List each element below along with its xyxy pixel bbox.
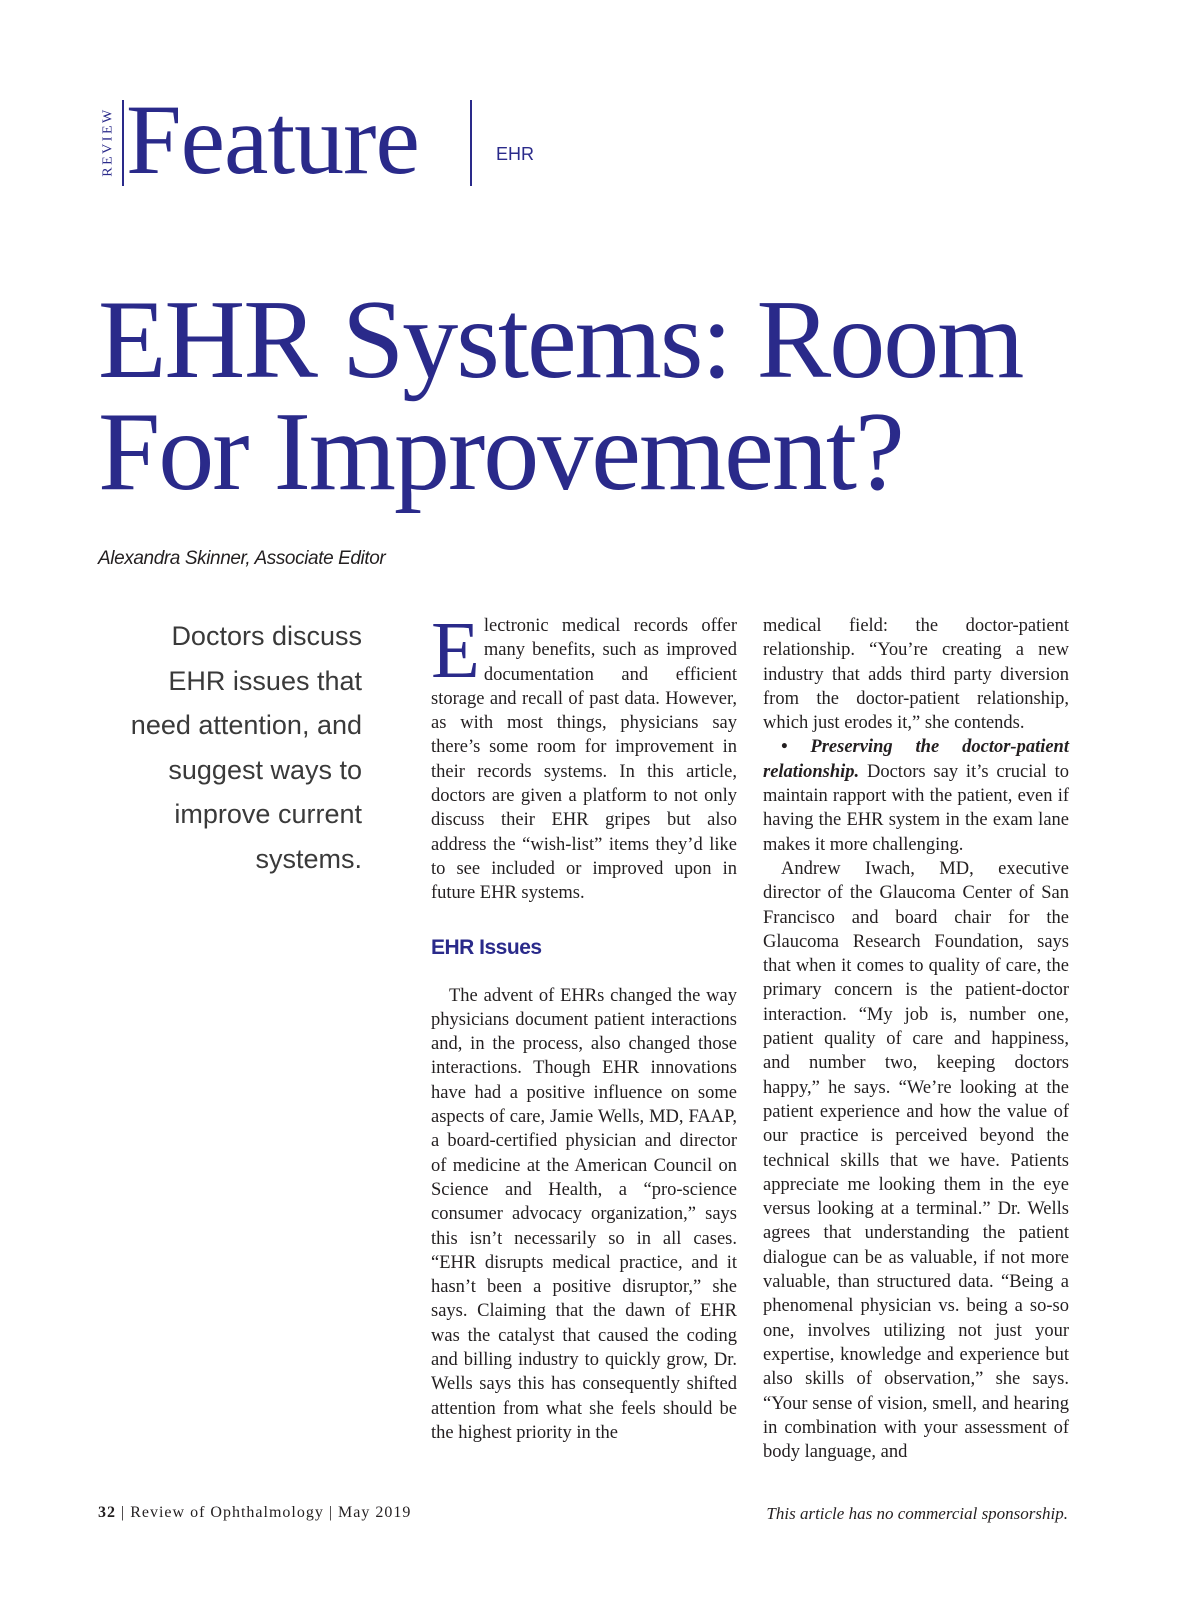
- body-paragraph-2-continued: medical field: the doctor-patient relationship. “You’re creating a new industry that adds third party diversion from the doctor-patient relationship, which just erodes it,” she contends.: [763, 616, 1069, 734]
- article-column-1: [431, 607, 737, 1445]
- bullet-text: Doctors say it’s crucial to maintain rapport with the patient, even if having the EHR system in the exam lane makes it more challenging.: [763, 761, 1069, 855]
- feature-wordmark: Feature: [126, 84, 419, 195]
- page-footer-left: [98, 1504, 411, 1522]
- review-label-text: REVIEW: [101, 107, 116, 177]
- header-divider-left: [122, 100, 124, 186]
- byline: Alexandra Skinner, Associate Editor: [98, 548, 386, 569]
- sponsorship-note: This article has no commercial sponsorship.: [766, 1504, 1068, 1523]
- article-column-2: [763, 614, 1069, 1464]
- publication-info: | Review of Ophthalmology | May 2019: [116, 1504, 412, 1521]
- intro-paragraph: [431, 607, 737, 906]
- body-paragraph-4: Andrew Iwach, MD, executive director of the Glaucoma Center of San Francisco and board chair for the Glaucoma Research Foundation, says that when it comes to quality of care, the primary concern is the patient-doctor interaction. “My job is, number one, patient quality of care and happiness, and number two, keeping doctors happy,” he says. “We’re looking at the patient experience and how the value of our practice is perceived beyond the technical skills that we have. Patients appreciate me looking them in the eye versus looking at a terminal.” Dr. Wells agrees that understanding the patient dialogue can be as valuable, if not more valuable, than structured data. “Being a phenomenal physician vs. being a so-so one, involves utilizing not just your expertise, knowledge and experience but also skills of observation,” she says. “Your sense of vision, smell, and hearing in combination with your assessment of body language, and: [763, 858, 1069, 1463]
- review-vertical-label: [98, 98, 120, 186]
- intro-text: lectronic medical records offer many benefits, such as improved documentation and efficient storage and recall of past data. However, as with most things, physicians say there’s some room for improvement in their records systems. In this article, doctors are given a platform to not only discuss their EHR gripes but also address the “wish-list” items they’d like to see included or improved upon in future EHR systems.: [431, 616, 737, 904]
- body-paragraph-2: The advent of EHRs changed the way physicians document patient interactions and, in the process, also changed those interactions. Though EHR innovations have had a positive influence on some aspects of care, Jamie Wells, MD, FAAP, a board-certified physician and director of medicine at the American Council on Science and Health, a “pro-science consumer advocacy organization,” says this isn’t necessarily so in all cases. “EHR disrupts medical practice, and it hasn’t been a positive disruptor,” she says. Claiming that the dawn of EHR was the catalyst that caused the coding and billing industry to quickly grow, Dr. Wells says this has consequently shifted attention from what she feels should be the highest priority in the: [431, 985, 737, 1443]
- subhead-ehr-issues: EHR Issues: [431, 935, 542, 959]
- section-tag: EHR: [496, 144, 535, 164]
- bullet-lead: • Preserving the doctor-patient relationship.: [763, 737, 1069, 782]
- page-number: 32: [98, 1504, 116, 1521]
- bullet-paragraph: [763, 735, 1069, 856]
- header-divider-right: [470, 100, 472, 186]
- pullquote: Doctors discuss EHR issues that need attention, and suggest ways to improve current systems.: [130, 621, 362, 874]
- drop-cap: E: [431, 607, 480, 695]
- feature-header: [98, 84, 698, 195]
- article-title: EHR Systems: Room For Improvement?: [98, 278, 1023, 514]
